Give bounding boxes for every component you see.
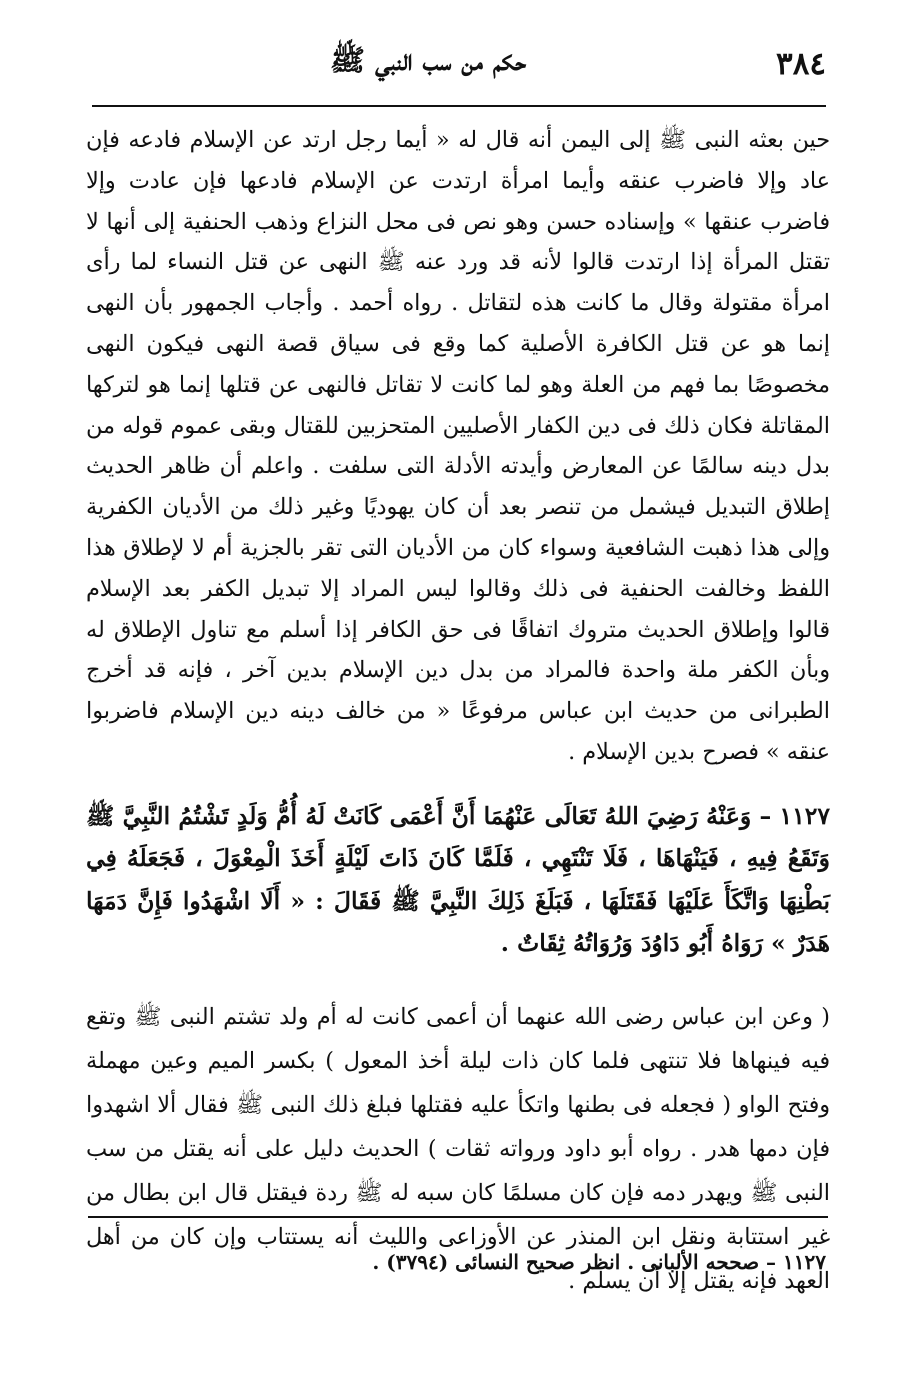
hadith-1127: ١١٢٧ – وَعَنْهُ رَضِيَ اللهُ تَعَالَى عَنْهُمَا أَنَّ أَعْمَى كَانَتْ لَهُ أُمُّ وَلَدٍ تَشْتُمُ النَّبِيَّ ﷺ وَتَقَعُ فِيهِ ، فَيَنْهَاهَا ، فَلَا تَنْتَهِي ، فَلَمَّا كَانَ ذَاتَ لَيْلَةٍ أَخَذَ الْمِعْوَلَ ، فَجَعَلَهُ فِي بَطْنِهَا وَاتَّكَأَ عَلَيْهَا فَقَتَلَهَا ، فَبَلَغَ ذَلِكَ النَّبِيَّ ﷺ فَقَالَ : « أَلَا اشْهَدُوا فَإِنَّ دَمَهَا هَدَرٌ » رَوَاهُ أَبُو دَاوُدَ وَرُوَاتُهُ ثِقَاتٌ . (86, 801, 830, 958)
page-header (90, 36, 826, 92)
footnote: ١١٢٧ – صححه الألبانى . انظر صحيح النسائى (٣٧٩٤) . (372, 1250, 826, 1274)
explanation-paragraph: ( وعن ابن عباس رضى الله عنهما أن أعمى كانت له أم ولد تشتم النبى ﷺ وتقع فيه فينهاها فلا تنتهى فلما كان ذات ليلة أخذ المعول ) بكسر الميم وعين مهملة وفتح الواو ( فجعله فى بطنها واتكأ عليه فقتلها فبلغ ذلك النبى ﷺ فقال ألا اشهدوا فإن دمها هدر . رواه أبو داود ورواته ثقات ) الحديث دليل على أنه يقتل من سب النبى ﷺ ويهدر دمه فإن كان مسلمًا كان سبه له ﷺ ردة فيقتل قال ابن بطال من غير استتابة ونقل ابن المنذر عن الأوزاعى والليث أنه يستتاب وإن كان من أهل العهد فإنه يقتل إلا أن يسلم . (86, 1003, 830, 1294)
header-divider (92, 105, 826, 107)
main-text (86, 120, 830, 1303)
commentary-paragraph: حين بعثه النبى ﷺ إلى اليمن أنه قال له « أيما رجل ارتد عن الإسلام فادعه فإن عاد وإلا فاضرب عنقه وأيما امرأة ارتدت عن الإسلام فادعها فإن عادت وإلا فاضرب عنقها » وإسناده حسن وهو نص فى محل النزاع وذهب الحنفية إلى أنها لا تقتل المرأة إذا ارتدت قالوا لأنه قد ورد عنه ﷺ النهى عن قتل النساء لما رأى امرأة مقتولة وقال ما كانت هذه لتقاتل . رواه أحمد . وأجاب الجمهور بأن النهى إنما هو عن قتل الكافرة الأصلية كما وقع فى سياق قصة النهى فيكون النهى مخصوصًا بما فهم من العلة وهو لما كانت لا تقاتل فالنهى عن قتلها إنما هو لتركها المقاتلة فكان ذلك فى دين الكفار الأصليين المتحزبين للقتال وبقى عموم قوله من بدل دينه سالمًا عن المعارض وأيدته الأدلة التى سلفت . واعلم أن ظاهر الحديث إطلاق التبديل فيشمل من تنصر بعد أن كان يهوديًا وغير ذلك من الأديان الكفرية وإلى هذا ذهبت الشافعية وسواء كان من الأديان التى تقر بالجزية أم لا لإطلاق هذا اللفظ وخالفت الحنفية فى ذلك وقالوا ليس المراد إلا تبديل الكفر بعد الإسلام قالوا وإطلاق الحديث متروك اتفاقًا فى حق الكافر إذا أسلم مع تناول الإطلاق له وبأن الكفر ملة واحدة فالمراد من بدل دين الإسلام بدين آخر ، فإنه قد أخرج الطبرانى من حديث ابن عباس مرفوعًا « من خالف دينه دين الإسلام فاضربوا عنقه » فصرح بدين الإسلام . (86, 127, 830, 765)
running-title: حكم من سب النبي ﷺ (330, 43, 527, 77)
footnote-divider (88, 1216, 828, 1218)
page-number: ٣٨٤ (776, 46, 826, 82)
